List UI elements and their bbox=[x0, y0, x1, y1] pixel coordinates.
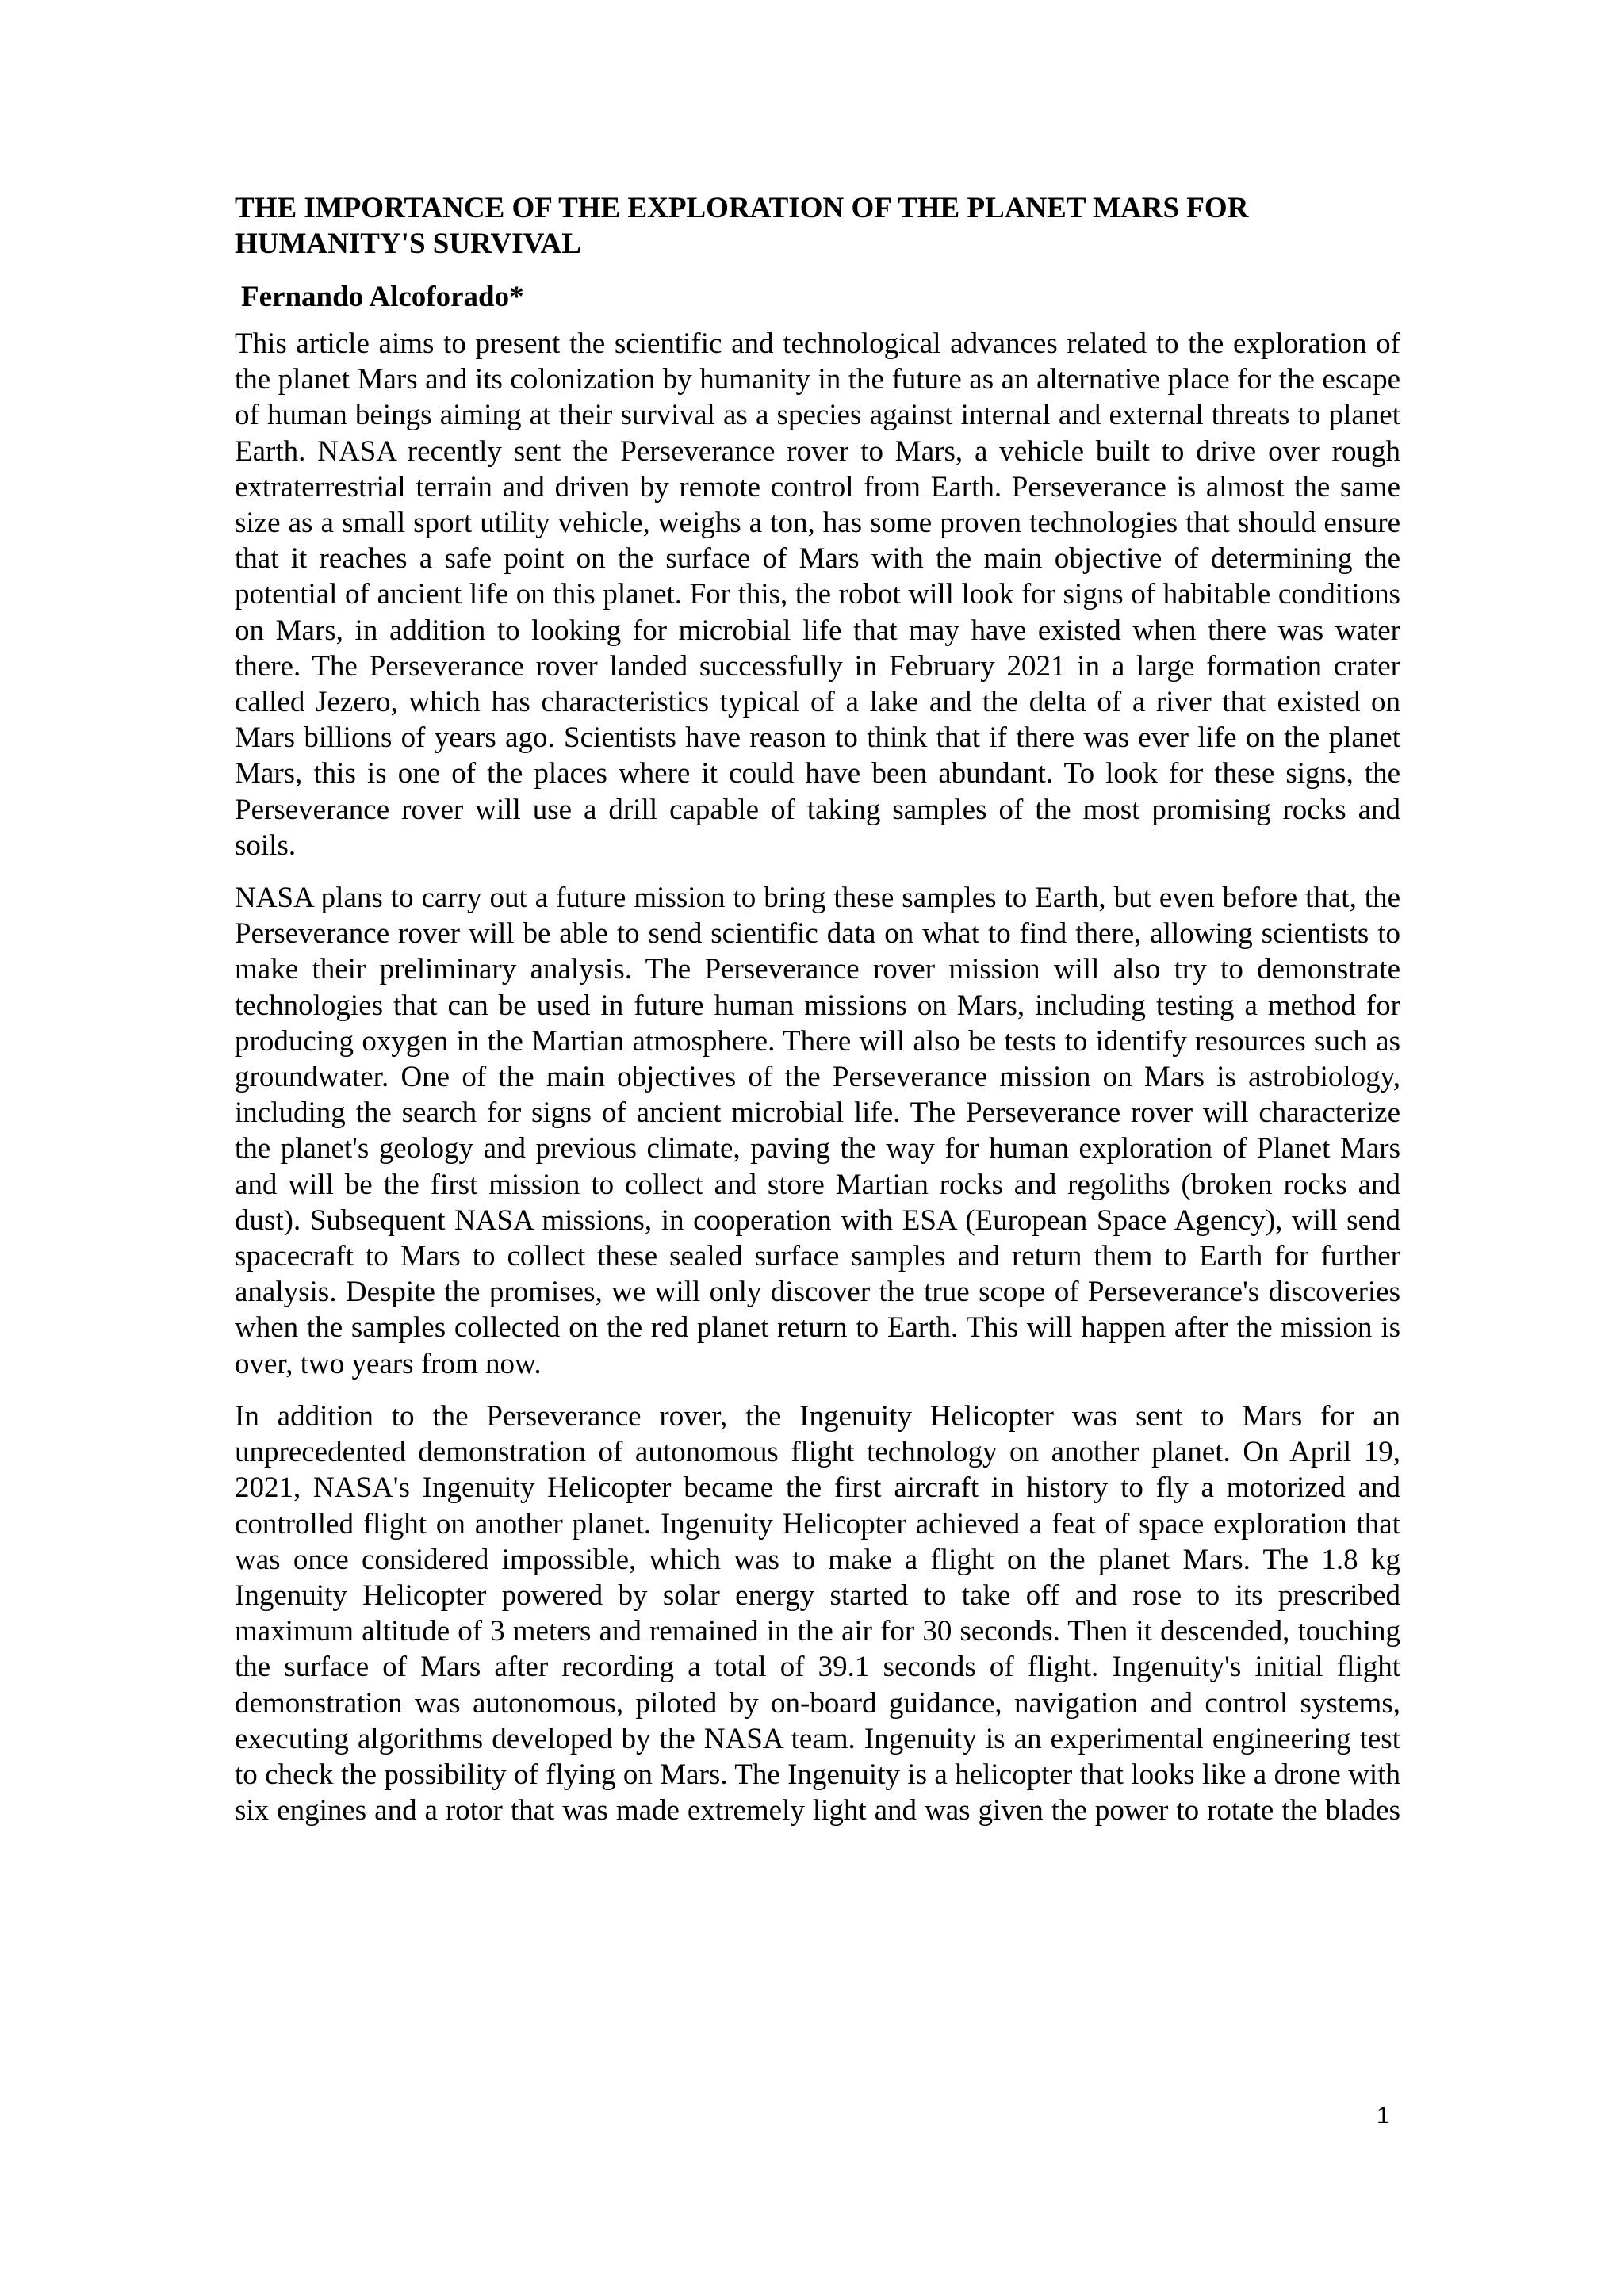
page-number: 1 bbox=[1377, 2103, 1390, 2129]
article-title: THE IMPORTANCE OF THE EXPLORATION OF THE PLANET MARS FOR HUMANITY'S SURVIVAL bbox=[235, 192, 1249, 260]
document-page bbox=[235, 190, 1400, 1845]
author-name: Fernando Alcoforado* bbox=[241, 281, 524, 313]
paragraph-2: NASA plans to carry out a future mission to bring these samples to Earth, but even before that, the Perseverance rover will be able to send scientific data on what to find there, allowing scientists to make their preliminary analysis. The Perseverance rover mission will also try to demonstrate technologies that can be used in future human missions on Mars, including testing a method for producing oxygen in the Martian atmosphere. There will also be tests to identify resources such as groundwater. One of the main objectives of the Perseverance mission on Mars is astrobiology, including the search for signs of ancient microbial life. The Perseverance rover will characterize the planet's geology and previous climate, paving the way for human exploration of Planet Mars and will be the first mission to collect and store Martian rocks and regoliths (broken rocks and dust). Subsequent NASA missions, in cooperation with ESA (European Space Agency), will send spacecraft to Mars to collect these sealed surface samples and return them to Earth for further analysis. Despite the promises, we will only discover the true scope of Perseverance's discoveries when the samples collected on the red planet return to Earth. This will happen after the mission is over, two years from now. bbox=[235, 882, 1400, 1380]
paragraph-3: In addition to the Perseverance rover, the Ingenuity Helicopter was sent to Mars for an unprecedented demonstration of autonomous flight technology on another planet. On April 19, 2021, NASA's Ingenuity Helicopter became the first aircraft in history to fly a motorized and controlled flight on another planet. Ingenuity Helicopter achieved a feat of space exploration that was once considered impossible, which was to make a flight on the planet Mars. The 1.8 kg Ingenuity Helicopter powered by solar energy started to take off and rose to its prescribed maximum altitude of 3 meters and remained in the air for 30 seconds. Then it descended, touching the surface of Mars after recording a total of 39.1 seconds of flight. Ingenuity's initial flight demonstration was autonomous, piloted by on-board guidance, navigation and control systems, executing algorithms developed by the NASA team. Ingenuity is an experimental engineering test to check the possibility of flying on Mars. The Ingenuity is a helicopter that looks like a drone with six engines and a rotor that was made extremely light and was given the power to rotate the blades bbox=[235, 1399, 1400, 1827]
paragraph-1: This article aims to present the scientific and technological advances related to the exploration of the planet Mars and its colonization by humanity in the future as an alternative place for the escape of human beings aiming at their survival as a species against internal and external threats to planet Earth. NASA recently sent the Perseverance rover to Mars, a vehicle built to drive over rough extraterrestrial terrain and driven by remote control from Earth. Perseverance is almost the same size as a small sport utility vehicle, weighs a ton, has some proven technologies that should ensure that it reaches a safe point on the surface of Mars with the main objective of determining the potential of ancient life on this planet. For this, the robot will look for signs of habitable conditions on Mars, in addition to looking for microbial life that may have existed when there was water there. The Perseverance rover landed successfully in February 2021 in a large formation crater called Jezero, which has characteristics typical of a lake and the delta of a river that existed on Mars billions of years ago. Scientists have reason to think that if there was ever life on the planet Mars, this is one of the places where it could have been abundant. To look for these signs, the Perseverance rover will use a drill capable of taking samples of the most promising rocks and soils. bbox=[235, 327, 1400, 862]
